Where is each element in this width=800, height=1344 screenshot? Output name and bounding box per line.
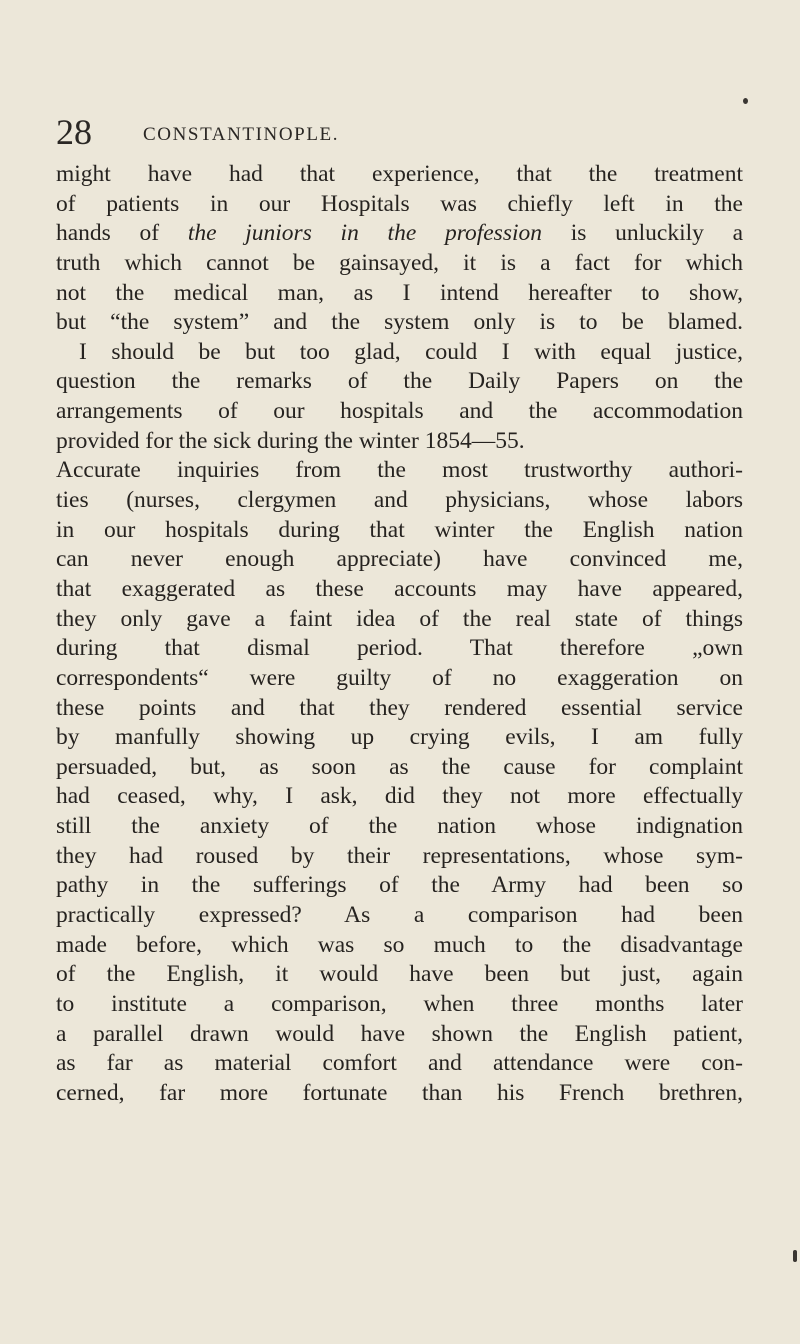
page-header (56, 112, 746, 152)
text-line: ties (nurses, clergymen and physicians, whose labors (56, 487, 743, 514)
text-line: still the anxiety of the nation whose indignation (56, 813, 743, 840)
text-line: to institute a comparison, when three months later (56, 990, 743, 1017)
text-line: of the English, it would have been but just, again (56, 961, 743, 988)
ink-speck (793, 1250, 797, 1262)
text-line: I should be but too glad, could I with equal justice, (79, 338, 743, 365)
text-line: Accurate inquiries from the most trustworthy authori- (56, 457, 743, 484)
text-line: arrangements of our hospitals and the accommodation (56, 398, 743, 425)
text-line: made before, which was so much to the disadvantage (56, 931, 743, 958)
text-line: provided for the sick during the winter 1854—55. (56, 427, 525, 454)
text-line: can never enough appreciate) have convinced me, (56, 546, 743, 573)
text-line: truth which cannot be gainsayed, it is a fact for which (56, 249, 743, 276)
text-line: a parallel drawn would have shown the English patient, (56, 1020, 743, 1047)
text-line: might have had that experience, that the treatment (56, 161, 743, 187)
text-line: question the remarks of the Daily Papers on the (56, 368, 743, 395)
text-line: as far as material comfort and attendance were con- (56, 1050, 743, 1077)
text-line: of patients in our Hospitals was chiefly left in the (56, 190, 743, 217)
text-line: they had roused by their representations, whose sym- (56, 842, 743, 869)
text-line: that exaggerated as these accounts may have appeared, (56, 575, 743, 602)
ink-speck (743, 98, 748, 104)
running-title: CONSTANTINOPLE. (143, 124, 340, 145)
text-line: persuaded, but, as soon as the cause for complaint (56, 753, 743, 780)
text-line: pathy in the sufferings of the Army had been so (56, 872, 743, 899)
text-line: but “the system” and the system only is to be blamed. (56, 309, 743, 336)
text-line: they only gave a faint idea of the real state of things (56, 605, 743, 632)
text-line: had ceased, why, I ask, did they not more effectually (56, 783, 743, 810)
body-text (56, 160, 743, 1109)
text-line: cerned, far more fortunate than his French brethren, (56, 1079, 743, 1106)
italic-phrase: the juniors in the profession (187, 220, 543, 247)
text-line: hands of the juniors in the profession is unluckily a (56, 220, 743, 247)
page-number: 28 (56, 112, 92, 152)
text-line: by manfully showing up crying evils, I am fully (56, 724, 743, 751)
text-line: during that dismal period. That therefore „own (56, 635, 743, 662)
text-line: practically expressed? As a comparison had been (56, 902, 743, 929)
text-line: in our hospitals during that winter the English nation (56, 516, 743, 543)
text-line: not the medical man, as I intend hereafter to show, (56, 279, 743, 306)
text-line: correspondents“ were guilty of no exaggeration on (56, 664, 743, 691)
text-line: these points and that they rendered essential service (56, 694, 743, 721)
